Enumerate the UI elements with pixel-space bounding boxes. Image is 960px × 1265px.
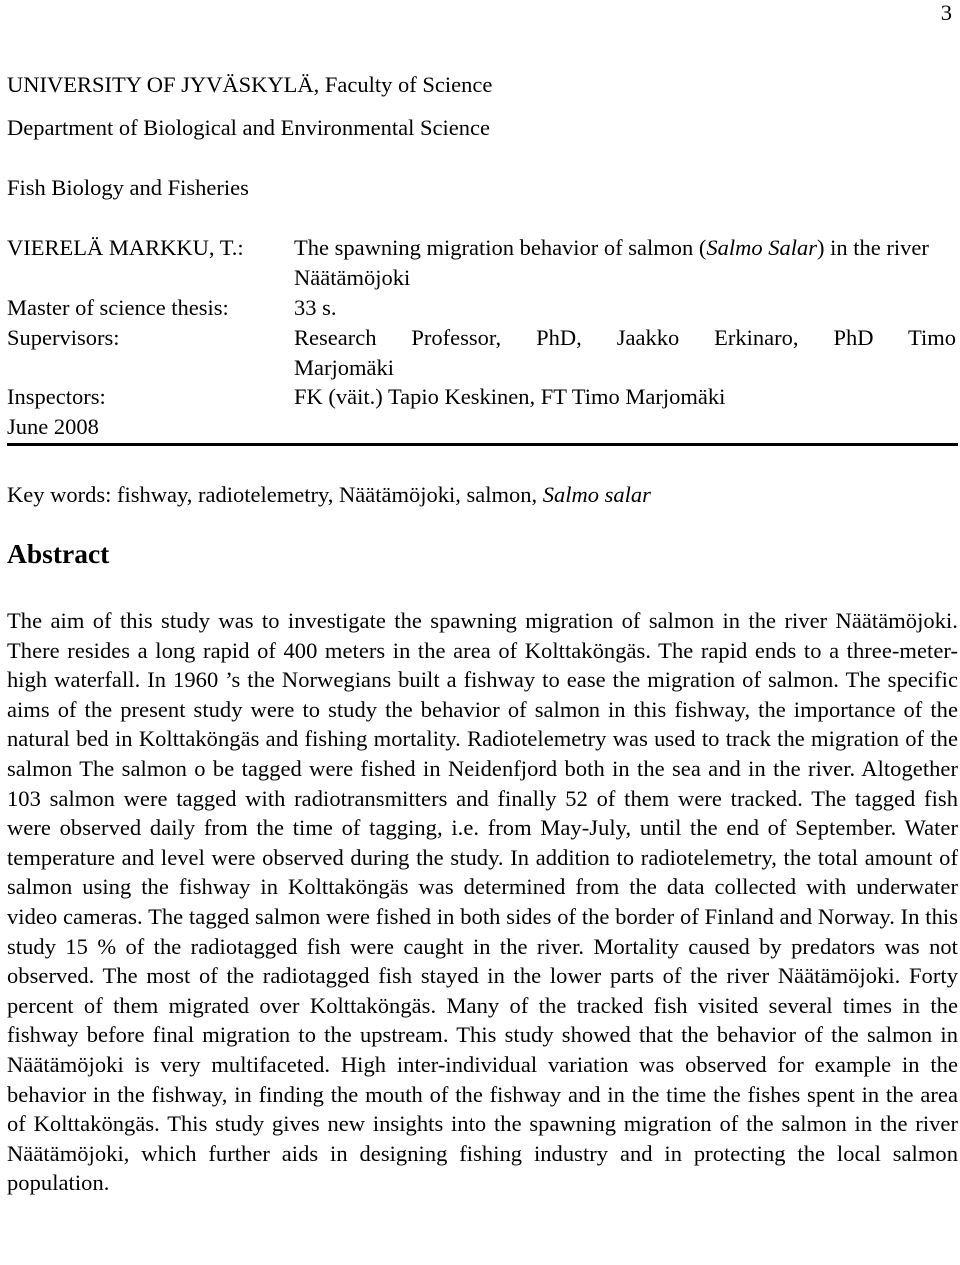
thesis-title-part1: The spawning migration behavior of salmon ( [294, 235, 707, 260]
supervisors-label: Supervisors: [7, 325, 120, 350]
author-label: VIERELÄ MARKKU, T.: [7, 235, 244, 260]
supervisors-line1: Research Professor, PhD, Jaakko Erkinaro, PhD Timo [294, 325, 956, 350]
abstract-heading: Abstract [7, 538, 110, 569]
thesis-value: 33 s. [294, 295, 337, 320]
thesis-title-species: Salmo Salar [706, 235, 818, 260]
thesis-date: June 2008 [7, 414, 99, 439]
department-line: Department of Biological and Environmental Science [7, 115, 490, 140]
thesis-title [294, 233, 956, 293]
inspectors-label: Inspectors: [7, 384, 106, 409]
keywords-line [7, 480, 651, 510]
keywords-species: Salmo salar [542, 482, 651, 507]
abstract-body: The aim of this study was to investigate the spawning migration of salmon in the river Näätämöjoki. There resides a long rapid of 400 meters in the area of Kolttaköngäs. The rapid ends to a three-meter-high waterfall. In 1960 ’s the Norwegians built a fishway to ease the migration of salmon. The specific aims of the present study were to study the behavior of salmon in this fishway, the importance of the natural bed in Kolttaköngäs and fishing mortality. Radiotelemetry was used to track the migration of the salmon The salmon o be tagged were fished in Neidenfjord both in the sea and in the river. Altogether 103 salmon were tagged with radiotransmitters and finally 52 of them were tracked. The tagged fish were observed daily from the time of tagging, i.e. from May-July, until the end of September. Water temperature and level were observed during the study. In addition to radiotelemetry, the total amount of salmon using the fishway in Kolttaköngäs was determined from the data collected with underwater video cameras. The tagged salmon were fished in both sides of the border of Finland and Norway. In this study 15 % of the radiotagged fish were caught in the river. Mortality caused by predators was not observed. The most of the radiotagged fish stayed in the lower parts of the river Näätämöjoki. Forty percent of them migrated over Kolttaköngäs. Many of the tracked fish visited several times in the fishway before final migration to the upstream. This study showed that the behavior of the salmon in Näätämöjoki is very multifaceted. High inter-individual variation was observed for example in the behavior in the fishway, in finding the mouth of the fishway and in the time the fishes spent in the area of Kolttaköngäs. This study gives new insights into the spawning migration of the salmon in the river Näätämöjoki, which further aids in designing fishing industry and in protecting the local salmon population. [7, 608, 958, 1196]
thesis-title-part2: ) in the river Näätämöjoki [294, 235, 929, 290]
keywords-prefix: Key words: fishway, radiotelemetry, Näätämöjoki, salmon, [7, 482, 543, 507]
thesis-label: Master of science thesis: [7, 295, 229, 320]
unit-line: Fish Biology and Fisheries [7, 175, 249, 200]
university-line: UNIVERSITY OF JYVÄSKYLÄ, Faculty of Science [7, 72, 493, 97]
inspectors-value: FK (väit.) Tapio Keskinen, FT Timo Marjomäki [294, 384, 726, 409]
page-number: 3 [940, 0, 952, 25]
supervisors-line2: Marjomäki [294, 355, 394, 380]
header-divider [7, 443, 958, 446]
